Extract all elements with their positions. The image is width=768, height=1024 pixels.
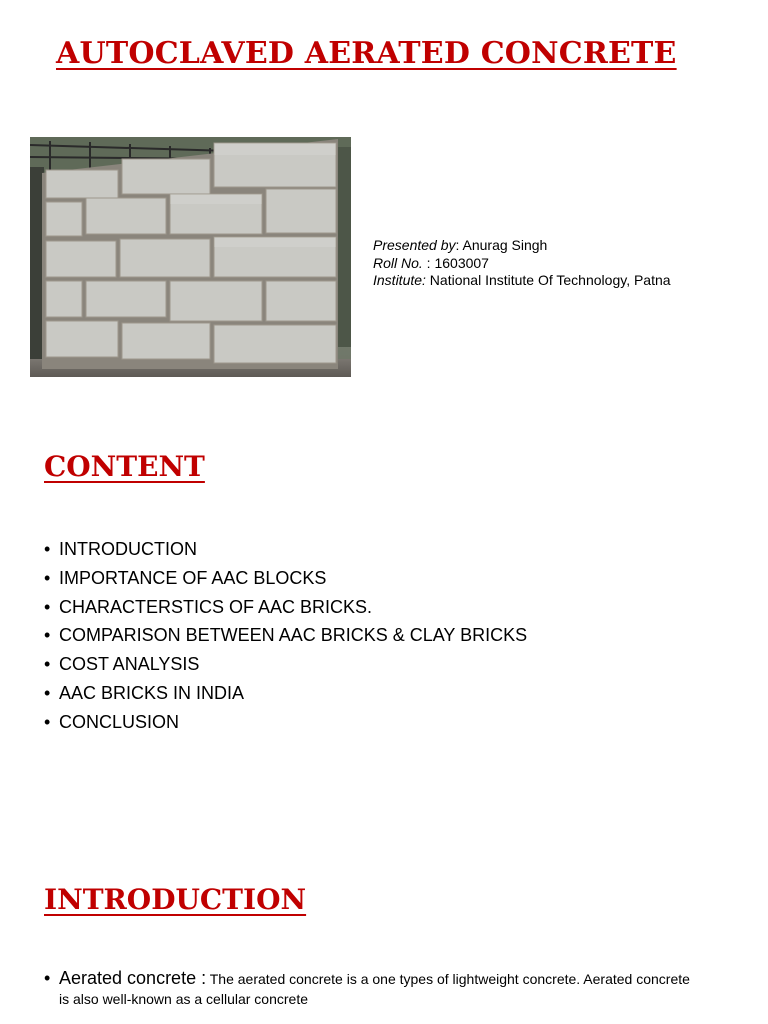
bullet-icon: • [44,968,51,988]
aac-block-wall-image [30,137,351,377]
content-list [44,535,527,737]
introduction-paragraph [44,967,734,1007]
list-item: • COMPARISON BETWEEN AAC BRICKS & CLAY BRICKS [44,621,527,650]
page-title: AUTOCLAVED AERATED CONCRETE [56,36,677,71]
roll-no-label: Roll No. [373,254,423,271]
list-item: • INTRODUCTION [44,535,527,564]
institute-line [373,272,671,290]
list-item: • CHARACTERSTICS OF AAC BRICKS. [44,593,527,622]
institute-label: Institute: [373,272,426,288]
list-item: • CONCLUSION [44,708,527,737]
presenter-info [373,237,671,290]
aerated-concrete-term: Aerated concrete : [59,968,207,988]
introduction-heading: INTRODUCTION [44,883,307,916]
presented-by-line [373,237,671,255]
aerated-concrete-description: The aerated concrete is a one types of lightweight concrete. Aerated concrete [206,971,690,987]
list-item: • COST ANALYSIS [44,650,527,679]
roll-no-value: : 1603007 [422,254,489,271]
list-item: • IMPORTANCE OF AAC BLOCKS [44,564,527,593]
presented-by-label: Presented by [373,237,456,253]
institute-value: National Institute Of Technology, Patna [425,272,671,288]
presented-by-value: : Anurag Singh [455,237,548,253]
content-heading: CONTENT [44,450,205,483]
list-item: • AAC BRICKS IN INDIA [44,679,527,708]
aerated-concrete-description-cont: is also well-known as a cellular concrete [59,991,308,1007]
roll-no-line [373,255,671,273]
